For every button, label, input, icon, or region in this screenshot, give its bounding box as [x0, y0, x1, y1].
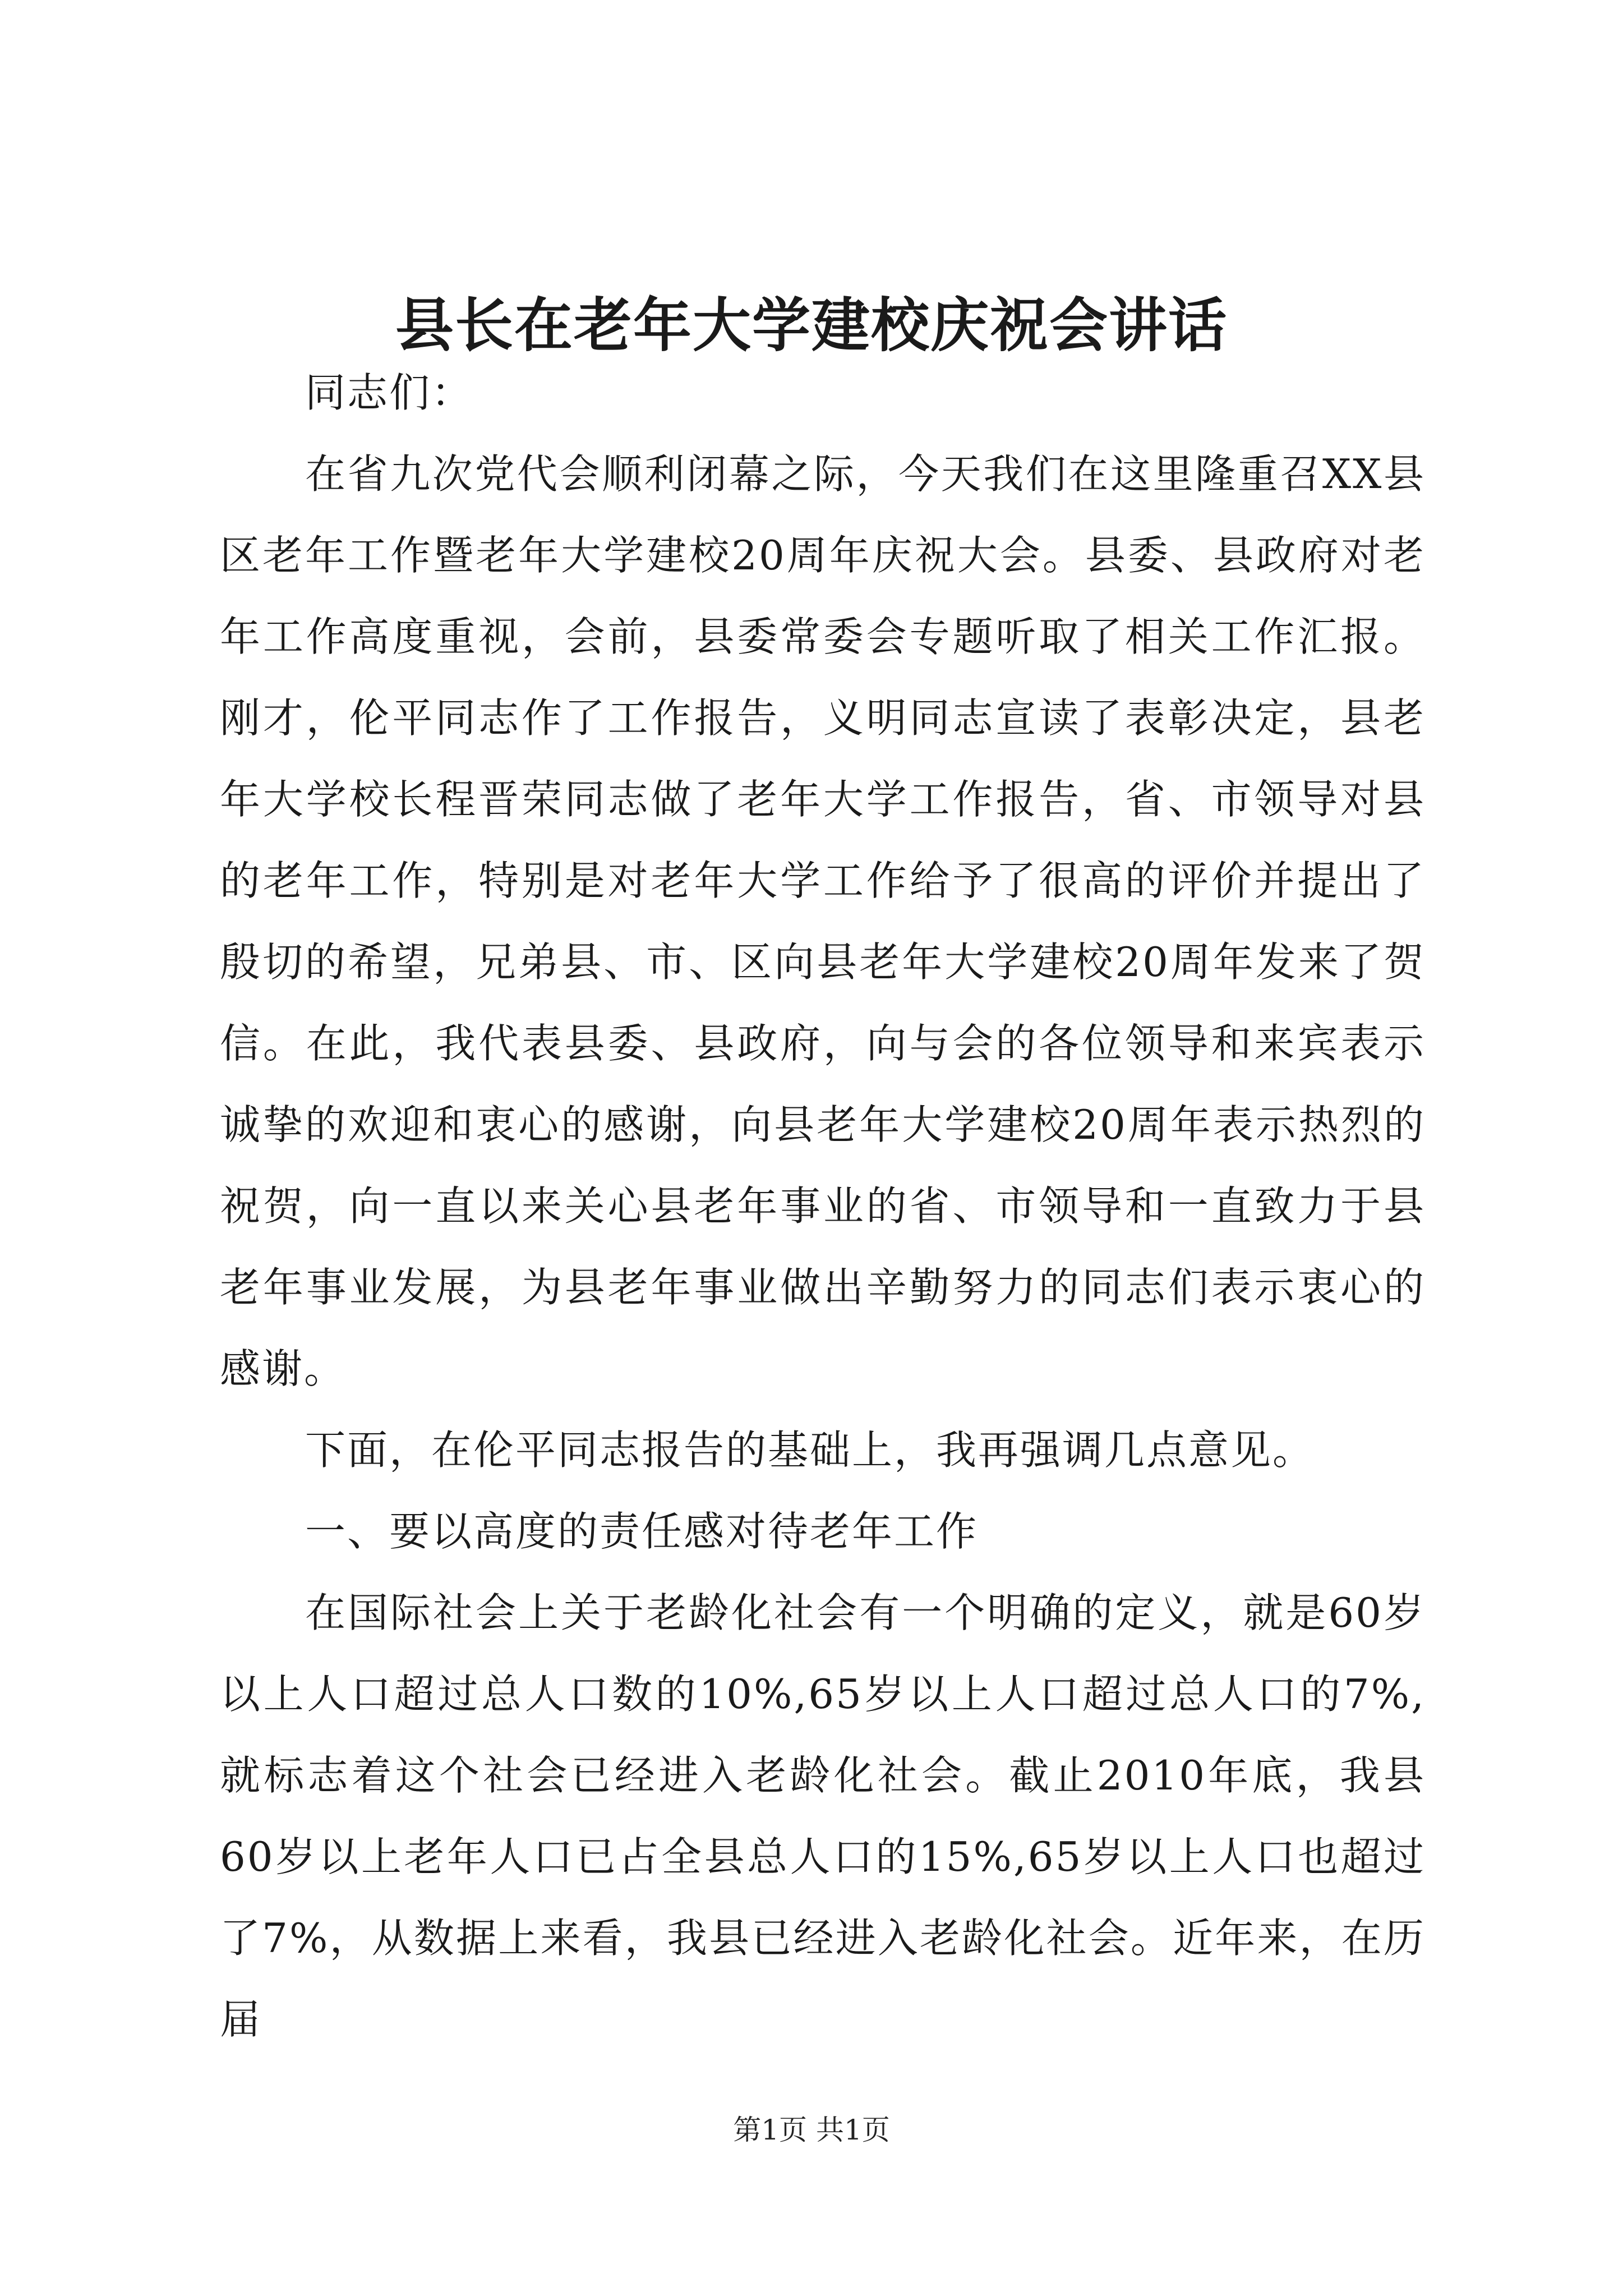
paragraph-opening: 在省九次党代会顺利闭幕之际，今天我们在这里隆重召XX县区老年工作暨老年大学建校20周年庆祝大会。县委、县政府对老年工作高度重视，会前，县委常委会专题听取了相关工作汇报。刚才，伦平同志作了工作报告，义明同志宣读了表彰决定，县老年大学校长程晋荣同志做了老年大学工作报告，省、市领导对县的老年工作，特别是对老年大学工作给予了很高的评价并提出了殷切的希望，兄弟县、市、区向县老年大学建校20周年发来了贺信。在此，我代表县委、县政府，向与会的各位领导和来宾表示诚挚的欢迎和衷心的感谢，向县老年大学建校20周年表示热烈的祝贺，向一直以来关心县老年事业的省、市领导和一直致力于县老年事业发展，为县老年事业做出辛勤努力的同志们表示衷心的感谢。: [220, 450, 1426, 1392]
paragraph-salutation: 同志们：: [305, 369, 474, 416]
paragraph-transition: 下面，在伦平同志报告的基础上，我再强调几点意见。: [305, 1427, 1315, 1474]
section-heading: 一、要以高度的责任感对待老年工作: [305, 1508, 979, 1555]
document-body: [220, 352, 1426, 2060]
page-footer: 第1页 共1页: [733, 2114, 890, 2146]
paragraph-aging-society: 在国际社会上关于老龄化社会有一个明确的定义，就是60岁以上人口超过总人口数的10%,65岁以上人口超过总人口的7%,就标志着这个社会已经进入老龄化社会。截止2010年底，我县60岁以上老年人口已占全县总人口的15%,65岁以上人口也超过了7%，从数据上来看，我县已经进入老龄化社会。近年来，在历届: [220, 1589, 1426, 2043]
document-title: 县长在老年大学建校庆祝会讲话: [395, 291, 1228, 360]
